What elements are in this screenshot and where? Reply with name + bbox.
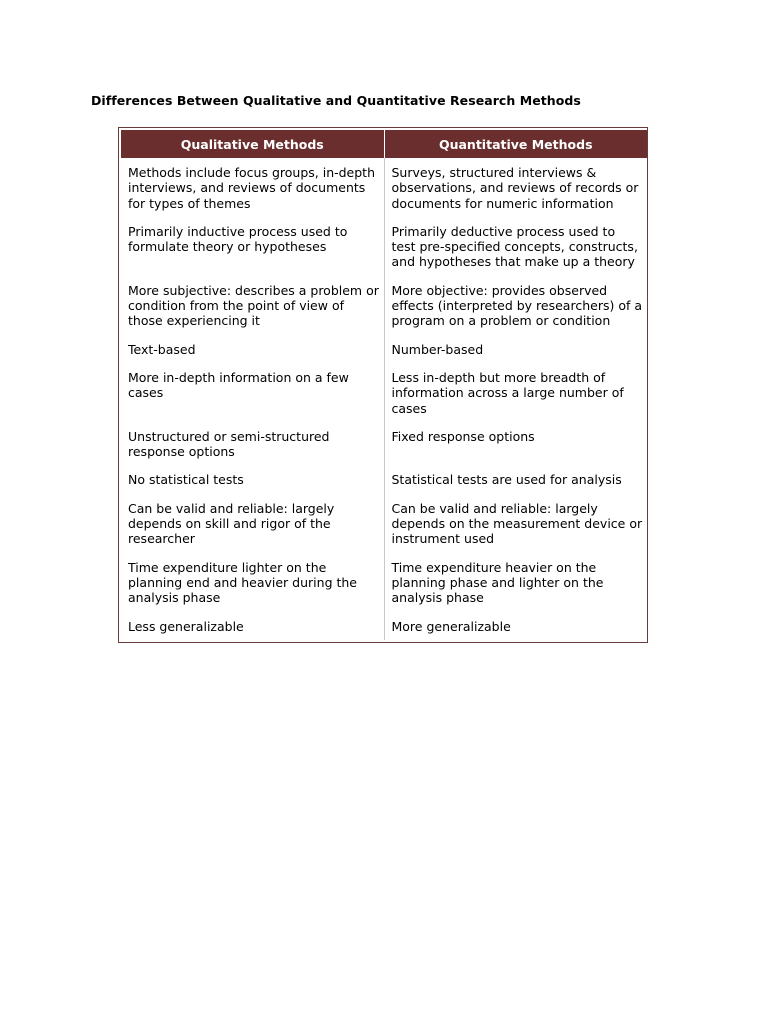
header-quantitative-methods: Quantitative Methods	[384, 130, 647, 158]
qualitative-cell: Text-based	[128, 341, 196, 357]
table-row	[121, 276, 647, 335]
quantitative-cell: Less in-depth but more breadth of information across a large number of cases	[384, 363, 647, 422]
table-header-row	[121, 130, 647, 158]
quantitative-cell: Primarily deductive process used to test pre-specified concepts, constructs, and hypotheses that make up a theory	[384, 217, 647, 276]
header-qualitative-methods: Qualitative Methods	[121, 130, 384, 158]
quantitative-cell: Number-based	[384, 335, 647, 363]
table-row	[121, 217, 647, 276]
quantitative-cell: Can be valid and reliable: largely depends on the measurement device or instrument used	[384, 494, 647, 553]
qualitative-cell: Methods include focus groups, in-depth interviews, and reviews of documents for types of themes	[128, 165, 376, 211]
table-row	[121, 612, 647, 640]
quantitative-cell: Surveys, structured interviews & observations, and reviews of records or documents for numeric information	[384, 158, 647, 217]
page-title: Differences Between Qualitative and Quantitative Research Methods	[91, 93, 581, 108]
comparison-table-frame	[118, 127, 648, 643]
table-row	[121, 465, 647, 493]
table-row	[121, 158, 647, 217]
quantitative-cell: More objective: provides observed effects (interpreted by researchers) of a program on a problem or condition	[384, 276, 647, 335]
qualitative-cell: Can be valid and reliable: largely depends on skill and rigor of the researcher	[128, 500, 335, 547]
qualitative-cell: No statistical tests	[128, 472, 244, 488]
quantitative-cell: Statistical tests are used for analysis	[384, 465, 647, 493]
qualitative-cell: Unstructured or semi-structured response options	[128, 428, 330, 460]
quantitative-cell: Fixed response options	[384, 422, 647, 466]
table-row	[121, 553, 647, 612]
qualitative-cell: Less generalizable	[128, 618, 244, 634]
quantitative-cell: More generalizable	[384, 612, 647, 640]
quantitative-cell: Time expenditure heavier on the planning phase and lighter on the analysis phase	[384, 553, 647, 612]
qualitative-cell: More subjective: describes a problem or condition from the point of view of those experiencing it	[128, 282, 379, 329]
table-row	[121, 363, 647, 422]
table-row	[121, 422, 647, 466]
qualitative-cell: More in-depth information on a few cases	[128, 369, 349, 401]
qualitative-cell: Time expenditure lighter on the planning end and heavier during the analysis phase	[128, 559, 357, 606]
qualitative-cell: Primarily inductive process used to formulate theory or hypotheses	[128, 223, 348, 255]
table-row	[121, 494, 647, 553]
comparison-table	[121, 130, 647, 640]
table-row	[121, 335, 647, 363]
